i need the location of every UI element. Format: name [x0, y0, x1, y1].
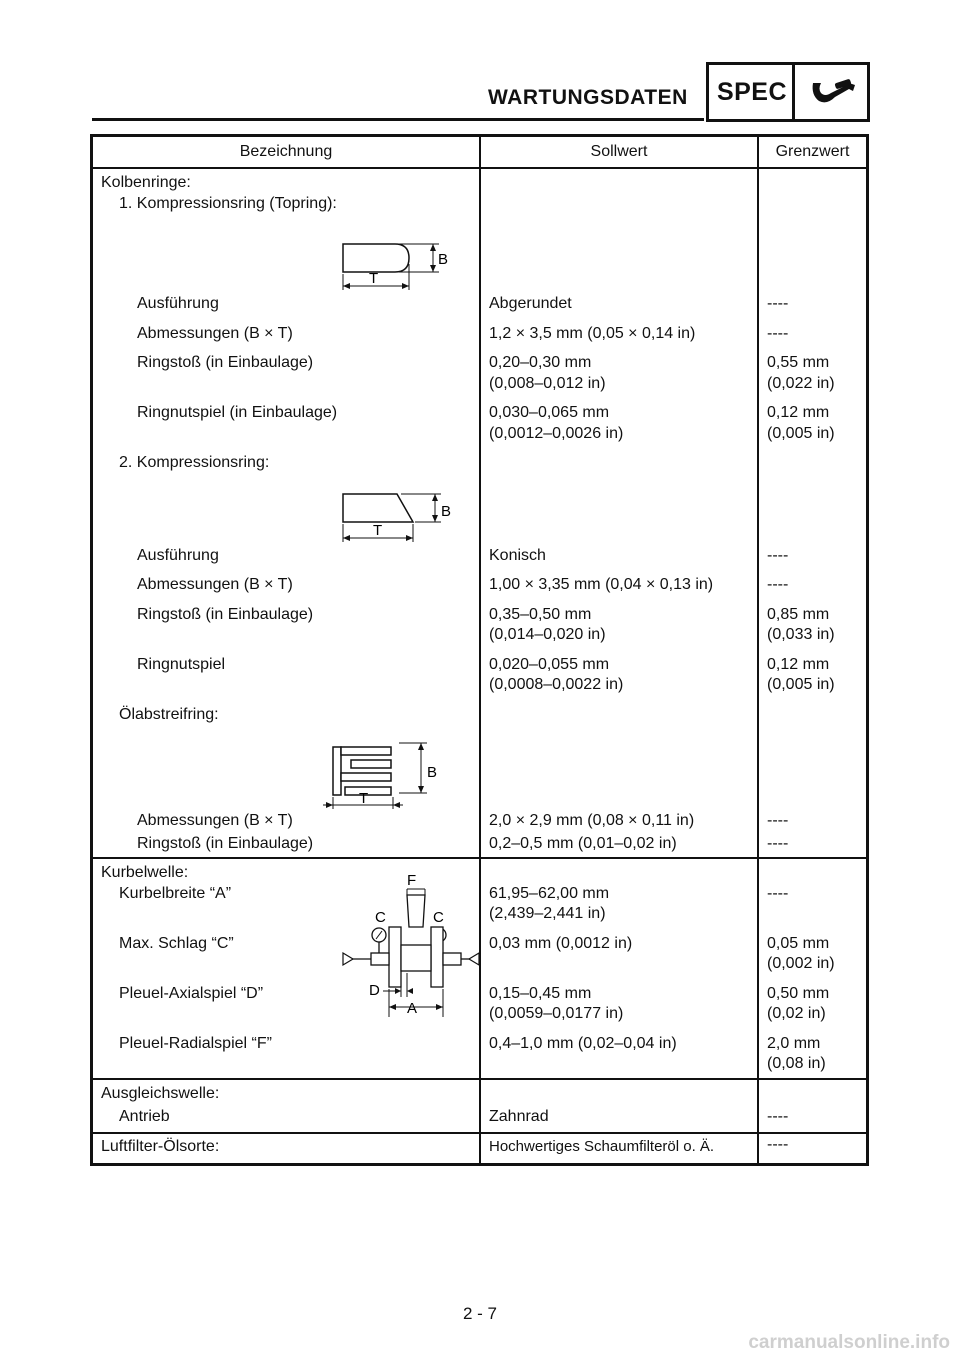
ring2-figure	[101, 474, 473, 546]
crank-label-c-right: C	[433, 909, 444, 926]
ring2-label-b: B	[441, 502, 452, 520]
row-value: 0,03 mm (0,0012 in)	[489, 934, 633, 952]
subsection-heading: 2. Kompressionsring:	[119, 454, 270, 471]
row-limit: ----	[767, 576, 789, 593]
row-value: 0,030–0,065 mm	[489, 404, 610, 421]
crankshaft-diagram	[341, 867, 481, 1017]
oil-label-b: B	[427, 764, 438, 781]
section-kurbelwelle	[92, 858, 868, 1079]
row-value: (0,0008–0,0022 in)	[489, 676, 624, 693]
row-limit: 0,12 mm	[767, 655, 830, 673]
row-value: 0,35–0,50 mm	[489, 605, 592, 623]
row-limit: ----	[767, 295, 789, 312]
row-value: (2,439–2,441 in)	[489, 905, 606, 922]
row-value: (0,0059–0,0177 in)	[489, 1005, 624, 1022]
wrench-icon-box	[792, 62, 870, 122]
row-limit: ----	[767, 546, 789, 564]
row-label: Ringstoß (in Einbaulage)	[137, 605, 314, 623]
title-rule	[92, 118, 704, 121]
row-value: 0,20–0,30 mm	[489, 354, 592, 371]
row-limit: (0,08 in)	[767, 1055, 826, 1072]
spec-badge: SPEC	[706, 62, 795, 122]
row-label: Ausführung	[137, 295, 219, 312]
row-label: Ringnutspiel (in Einbaulage)	[137, 404, 338, 421]
page-title: WARTUNGSDATEN	[488, 86, 688, 109]
row-limit: ----	[767, 884, 789, 902]
row-luftfilter	[92, 1133, 868, 1165]
row-value: (0,008–0,012 in)	[489, 374, 606, 392]
section-heading: Kolbenringe:	[101, 174, 191, 191]
row-value: 1,00 × 3,35 mm (0,04 × 0,13 in)	[489, 576, 714, 593]
ring1-figure	[101, 214, 473, 294]
row-limit: 0,85 mm	[767, 605, 830, 623]
row-label: Ringstoß (in Einbaulage)	[137, 834, 314, 852]
crank-label-f: F	[407, 872, 417, 889]
row-limit: 0,50 mm	[767, 984, 830, 1002]
row-limit: ----	[767, 324, 789, 342]
watermark: carmanualsonline.info	[748, 1332, 950, 1353]
row-value: 0,4–1,0 mm (0,02–0,04 in)	[489, 1034, 677, 1052]
row-value: (0,0012–0,0026 in)	[489, 424, 624, 442]
oil-ring-figure	[101, 725, 473, 811]
crank-label-a: A	[407, 1000, 418, 1017]
row-label: Ringnutspiel	[137, 655, 226, 673]
subsection-heading: 1. Kompressionsring (Topring):	[119, 194, 337, 212]
row-limit: (0,005 in)	[767, 676, 835, 693]
row-label: Luftfilter-Ölsorte:	[101, 1137, 220, 1155]
row-value: 61,95–62,00 mm	[489, 884, 610, 902]
column-header: Sollwert	[480, 136, 758, 169]
row-label: Kurbelbreite “A”	[119, 884, 232, 902]
oil-label-t: T	[359, 790, 369, 807]
row-limit: (0,022 in)	[767, 374, 835, 392]
subsection-heading: Ölabstreifring:	[119, 705, 219, 723]
wrench-icon	[805, 75, 857, 109]
row-limit: (0,005 in)	[767, 424, 835, 442]
row-limit: ----	[767, 1135, 789, 1153]
row-label: Abmessungen (B × T)	[137, 812, 293, 829]
row-label: Pleuel-Axialspiel “D”	[119, 984, 264, 1002]
row-label: Antrieb	[119, 1108, 170, 1125]
row-value: Zahnrad	[489, 1108, 549, 1125]
section-heading: Ausgleichswelle:	[101, 1084, 220, 1102]
row-limit: ----	[767, 1108, 789, 1125]
row-label: Pleuel-Radialspiel “F”	[119, 1034, 272, 1052]
spec-table	[90, 134, 869, 1166]
row-limit: 2,0 mm	[767, 1034, 821, 1052]
row-limit: (0,02 in)	[767, 1005, 826, 1022]
row-value: Abgerundet	[489, 295, 572, 312]
column-header: Bezeichnung	[92, 136, 481, 169]
row-label: Ringstoß (in Einbaulage)	[137, 354, 314, 371]
crank-label-c-left: C	[375, 909, 386, 926]
row-value: 2,0 × 2,9 mm (0,08 × 0,11 in)	[489, 812, 695, 829]
row-label: Abmessungen (B × T)	[137, 324, 293, 342]
row-limit: 0,05 mm	[767, 934, 830, 952]
section-heading: Kurbelwelle:	[101, 864, 189, 881]
ring2-label-t: T	[373, 521, 383, 539]
ring1-label-b: B	[438, 251, 449, 268]
row-limit: (0,002 in)	[767, 955, 835, 972]
row-value: 0,020–0,055 mm	[489, 655, 610, 673]
row-value: 0,2–0,5 mm (0,01–0,02 in)	[489, 834, 677, 852]
ring2-diagram	[93, 474, 465, 546]
row-label: Abmessungen (B × T)	[137, 576, 293, 593]
row-value: Hochwertiges Schaumfilteröl o. Ä.	[489, 1137, 715, 1155]
section-ausgleichswelle	[92, 1079, 868, 1133]
page-number: 2 - 7	[462, 1304, 498, 1323]
row-value: 1,2 × 3,5 mm (0,05 × 0,14 in)	[489, 324, 696, 342]
row-value: 0,15–0,45 mm	[489, 984, 592, 1002]
row-limit: ----	[767, 834, 789, 852]
crank-label-d: D	[369, 982, 380, 999]
ring1-label-t: T	[369, 270, 379, 287]
ring1-diagram	[93, 214, 465, 294]
column-header: Grenzwert	[758, 136, 868, 169]
row-limit: (0,033 in)	[767, 626, 835, 643]
row-label: Max. Schlag “C”	[119, 934, 234, 952]
row-limit: 0,55 mm	[767, 354, 830, 371]
row-limit: ----	[767, 812, 789, 829]
oil-ring-diagram	[93, 725, 465, 811]
row-label: Ausführung	[137, 546, 219, 564]
section-kolbenringe	[92, 168, 868, 858]
row-value: (0,014–0,020 in)	[489, 626, 606, 643]
row-value: Konisch	[489, 546, 546, 564]
row-limit: 0,12 mm	[767, 404, 830, 421]
